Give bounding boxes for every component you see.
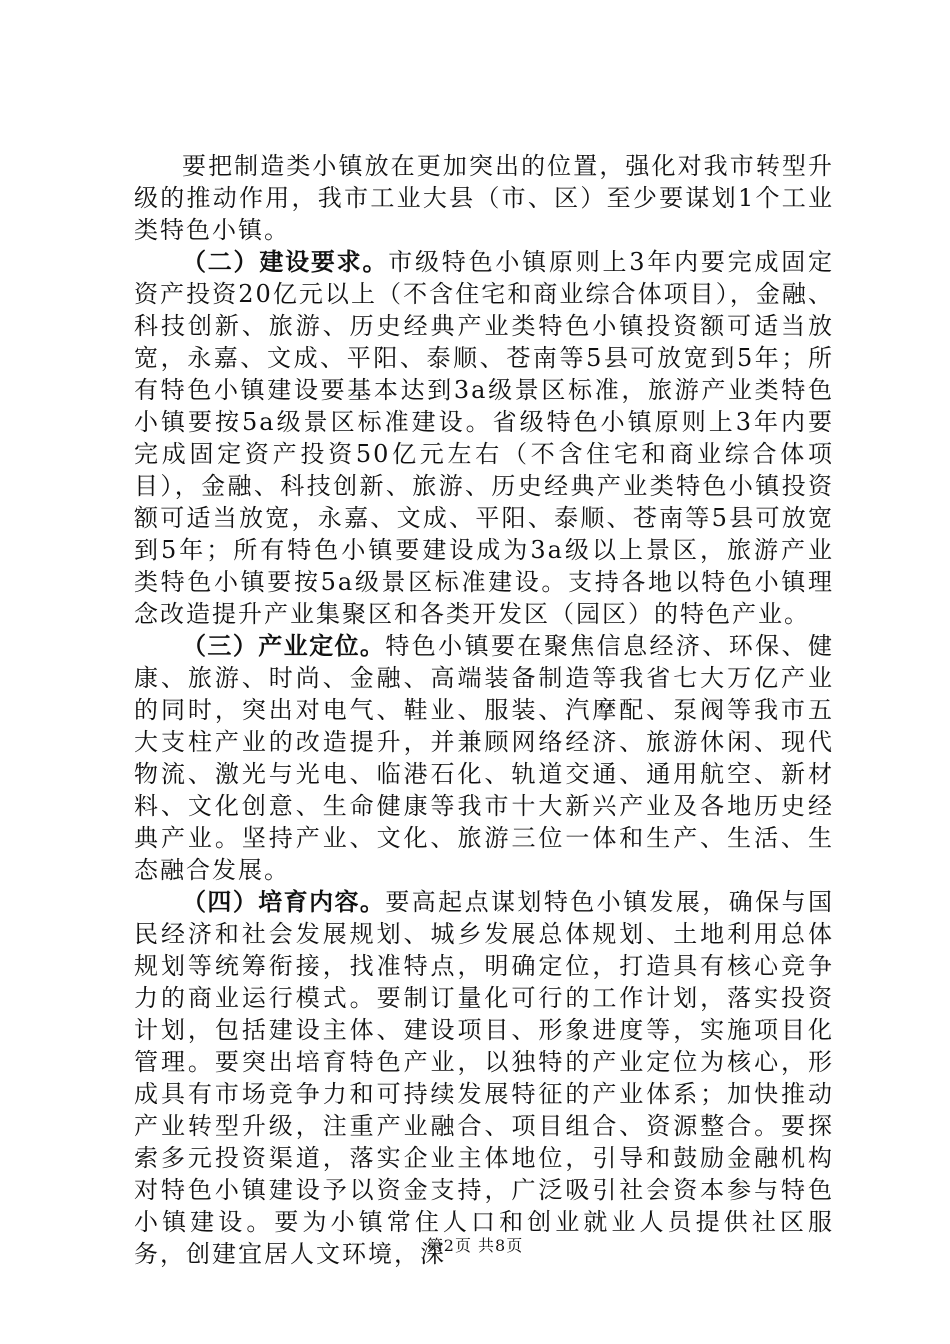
paragraph-1 bbox=[134, 150, 834, 246]
document-body bbox=[134, 150, 834, 1270]
paragraph-text: 要高起点谋划特色小镇发展，确保与国民经济和社会发展规划、城乡发展总体规划、土地利用总体规划等统筹衔接，找准特点，明确定位，打造具有核心竞争力的商业运行模式。要制订量化可行的工作计划，落实投资计划，包括建设主体、建设项目、形象进度等，实施项目化管理。要突出培育特色产业，以独特的产业定位为核心，形成具有市场竞争力和可持续发展特征的产业体系；加快推动产业转型升级，注重产业融合、项目组合、资源整合。要探索多元投资渠道，落实企业主体地位，引导和鼓励金融机构对特色小镇建设予以资金支持，广泛吸引社会资本参与特色小镇建设。要为小镇常住人口和创业就业人员提供社区服务，创建宜居人文环境，深 bbox=[134, 888, 835, 1268]
paragraph-heading: （三）产业定位。 bbox=[182, 632, 386, 660]
paragraph-text: 市级特色小镇原则上3年内要完成固定资产投资20亿元以上（不含住宅和商业综合体项目），金融、科技创新、旅游、历史经典产业类特色小镇投资额可适当放宽，永嘉、文成、平阳、泰顺、苍南等5县可放宽到5年；所有特色小镇建设要基本达到3a级景区标准，旅游产业类特色小镇要按5a级景区标准建设。省级特色小镇原则上3年内要完成固定资产投资50亿元左右（不含住宅和商业综合体项目），金融、科技创新、旅游、历史经典产业类特色小镇投资额可适当放宽，永嘉、文成、平阳、泰顺、苍南等5县可放宽到5年；所有特色小镇要建设成为3a级以上景区，旅游产业类特色小镇要按5a级景区标准建设。支持各地以特色小镇理念改造提升产业集聚区和各类开发区（园区）的特色产业。 bbox=[134, 248, 834, 628]
page-footer: 第2页 共8页 bbox=[426, 1236, 524, 1255]
paragraph-heading: （二）建设要求。 bbox=[182, 248, 389, 276]
paragraph-text: 特色小镇要在聚焦信息经济、环保、健康、旅游、时尚、金融、高端装备制造等我省七大万亿产业的同时，突出对电气、鞋业、服装、汽摩配、泵阀等我市五大支柱产业的改造提升，并兼顾网络经济、旅游休闲、现代物流、激光与光电、临港石化、轨道交通、通用航空、新材料、文化创意、生命健康等我市十大新兴产业及各地历史经典产业。坚持产业、文化、旅游三位一体和生产、生活、生态融合发展。 bbox=[134, 632, 835, 884]
paragraph-text: 要把制造类小镇放在更加突出的位置，强化对我市转型升级的推动作用，我市工业大县（市、区）至少要谋划1个工业类特色小镇。 bbox=[134, 152, 834, 244]
paragraph-4 bbox=[134, 886, 834, 1270]
paragraph-2 bbox=[134, 246, 834, 630]
paragraph-3 bbox=[134, 630, 834, 886]
paragraph-heading: （四）培育内容。 bbox=[182, 888, 386, 916]
